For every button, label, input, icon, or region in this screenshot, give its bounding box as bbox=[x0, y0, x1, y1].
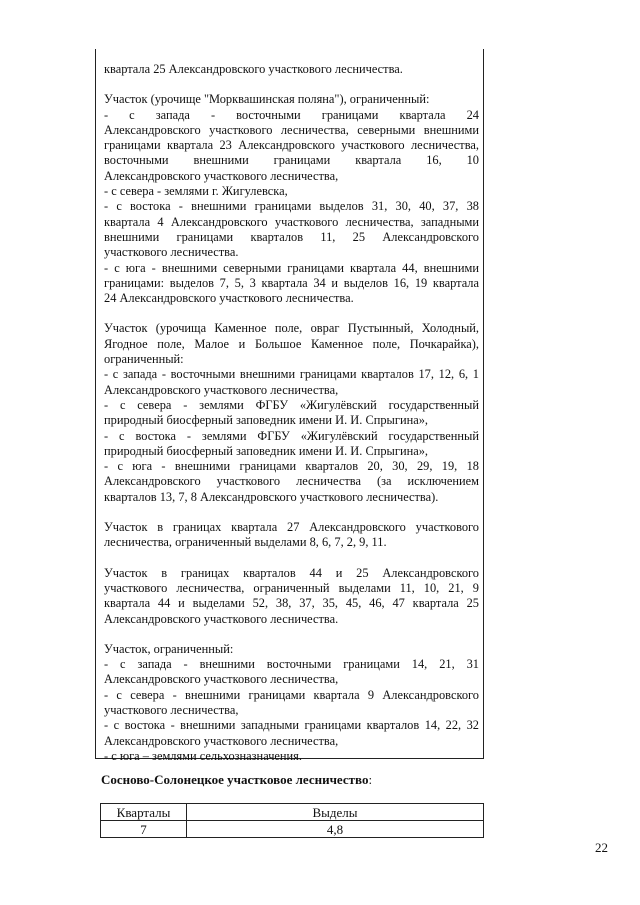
table-header-row bbox=[101, 804, 484, 821]
table-row bbox=[101, 821, 484, 838]
paragraph-gap bbox=[104, 306, 479, 321]
table-header-vydely: Выделы bbox=[187, 804, 484, 821]
table-header-kvartaly: Кварталы bbox=[101, 804, 187, 821]
paragraph bbox=[104, 642, 479, 764]
paragraph bbox=[104, 321, 479, 505]
text-line: участкового лесничества, ограниченный выделами 11, 10, 21, 9 bbox=[104, 580, 479, 595]
text-line: Александровского участкового лесничества, bbox=[104, 733, 339, 748]
text-line: - с севера - внешними границами квартала 9 Александровского bbox=[104, 687, 479, 702]
text-line: - с севера - землями г. Жигулевска, bbox=[104, 184, 288, 199]
paragraph-gap bbox=[104, 77, 479, 92]
text-line: участкового лесничества. bbox=[104, 245, 239, 260]
text-line: Александровского участкового лесничества, северными внешними bbox=[104, 122, 479, 137]
text-line: - с востока - внешними западными границами кварталов 14, 22, 32 bbox=[104, 718, 479, 733]
text-line: внешними границами кварталов 11, 25 Александровского bbox=[104, 229, 479, 244]
text-line: квартала 44 и выделами 52, 38, 37, 35, 45, 46, 47 квартала 25 bbox=[104, 596, 479, 611]
text-line: Участок (урочище "Морквашинская поляна"), ограниченный: bbox=[104, 92, 430, 107]
document-body bbox=[104, 62, 479, 764]
text-line: Александровского участкового лесничества, bbox=[104, 168, 339, 183]
text-line: Участок в границах квартала 27 Александровского участкового bbox=[104, 520, 479, 535]
text-line: границами квартала 23 Александровского участкового лесничества, bbox=[104, 138, 479, 153]
paragraph-gap bbox=[104, 551, 479, 566]
text-line: восточными внешними границами квартала 16, 10 bbox=[104, 153, 479, 168]
text-line: - с севера - землями ФГБУ «Жигулёвский государственный bbox=[104, 397, 479, 412]
text-line: природный биосферный заповедник имени И. И. Спрыгина», bbox=[104, 413, 429, 428]
text-line: участкового лесничества, bbox=[104, 702, 239, 717]
text-line: Александровского участкового лесничества. bbox=[104, 611, 339, 626]
text-line: - с юга - внешними северными границами квартала 44, внешними bbox=[104, 260, 479, 275]
paragraph bbox=[104, 566, 479, 627]
page-number: 22 bbox=[595, 840, 608, 855]
paragraph-gap bbox=[104, 505, 479, 520]
text-line: - с запада - внешними восточными границами 14, 21, 31 bbox=[104, 657, 479, 672]
text-line: квартала 4 Александровского участкового лесничества, западными bbox=[104, 214, 479, 229]
table-cell-vydely: 4,8 bbox=[187, 821, 484, 838]
text-line: Участок (урочища Каменное поле, овраг Пустынный, Холодный, bbox=[104, 321, 479, 336]
paragraph bbox=[104, 92, 479, 306]
text-line: - с востока - землями ФГБУ «Жигулёвский государственный bbox=[104, 428, 479, 443]
quarters-table bbox=[100, 803, 484, 838]
text-line: лесничества, ограниченный выделами 8, 6, 7, 2, 9, 11. bbox=[104, 535, 387, 550]
text-line: - с запада - восточными внешними границами кварталов 17, 12, 6, 1 bbox=[104, 367, 479, 382]
text-line: Александровского участкового лесничества, bbox=[104, 382, 339, 397]
section-title-colon: : bbox=[368, 772, 373, 787]
text-line: - с юга - внешними границами кварталов 20, 30, 29, 19, 18 bbox=[104, 459, 479, 474]
text-line: кварталов 13, 7, 8 Александровского участкового лесничества). bbox=[104, 489, 439, 504]
text-line: - с юга – землями сельхозназначения. bbox=[104, 748, 302, 763]
text-line: границами: выделов 7, 5, 3 квартала 34 и выделов 16, 19 квартала bbox=[104, 275, 479, 290]
section-title-text: Сосново-Солонецкое участковое лесничество bbox=[101, 772, 369, 787]
text-line: квартала 25 Александровского участкового лесничества. bbox=[104, 62, 403, 76]
text-line: 24 Александровского участкового лесничества. bbox=[104, 291, 354, 306]
text-line: Александровского участкового лесничества, bbox=[104, 672, 339, 687]
table-cell-kvartal: 7 bbox=[101, 821, 187, 838]
section-title bbox=[101, 772, 372, 788]
text-line: Александровского участкового лесничества (за исключением bbox=[104, 474, 479, 489]
text-line: - с запада - восточными границами квартала 24 bbox=[104, 107, 479, 122]
text-line: Участок, ограниченный: bbox=[104, 641, 234, 656]
text-line: Ягодное поле, Малое и Большое Каменное поле, Почкарайка), bbox=[104, 336, 479, 351]
text-line: - с востока - внешними границами выделов 31, 30, 40, 37, 38 bbox=[104, 199, 479, 214]
paragraph-gap bbox=[104, 627, 479, 642]
paragraph bbox=[104, 520, 479, 551]
text-line: ограниченный: bbox=[104, 352, 184, 367]
text-line: природный биосферный заповедник имени И. И. Спрыгина», bbox=[104, 443, 429, 458]
paragraph bbox=[104, 62, 479, 77]
text-line: Участок в границах кварталов 44 и 25 Александровского bbox=[104, 565, 479, 580]
